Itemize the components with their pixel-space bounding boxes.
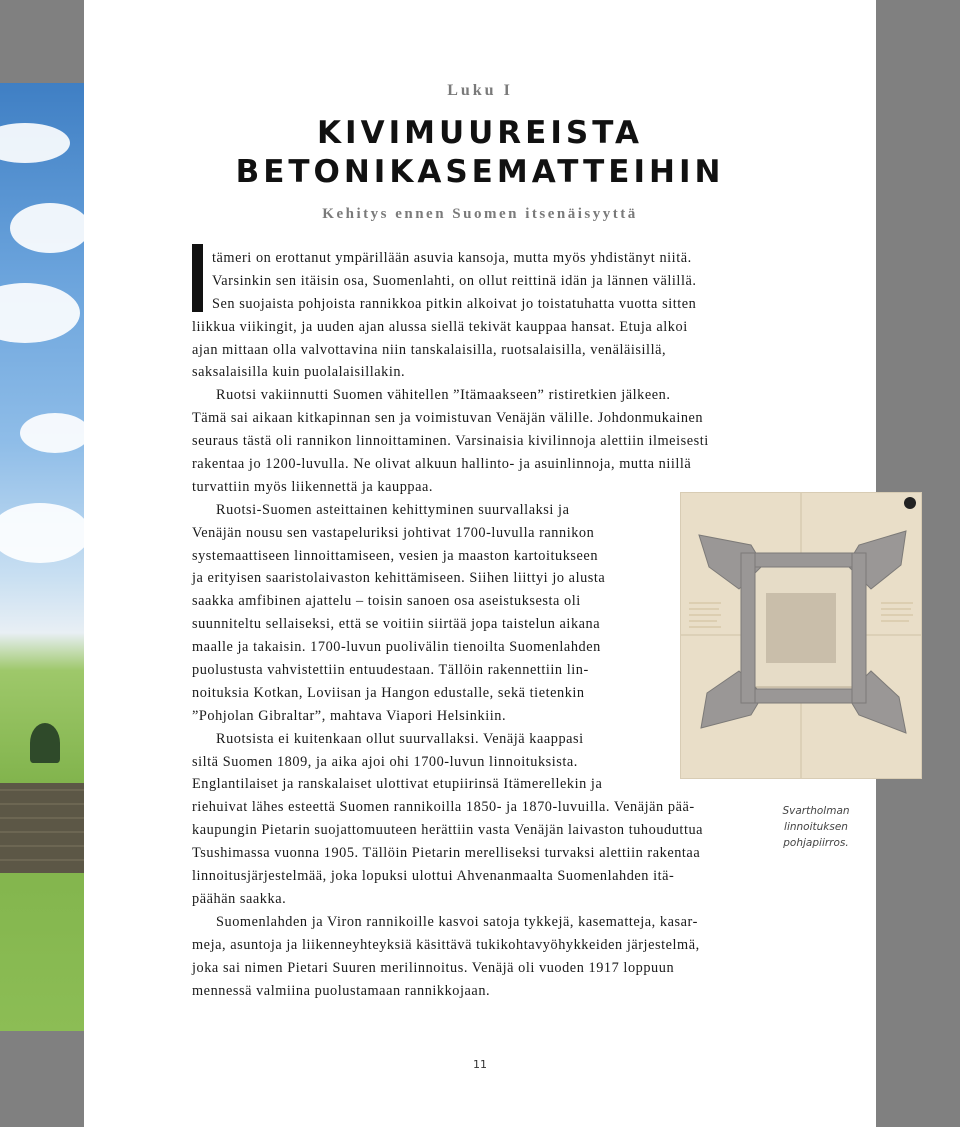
text-line: noituksia Kotkan, Loviisan ja Hangon edustalle, sekä tietenkin <box>192 684 585 701</box>
text-line: rakentaa jo 1200-luvulla. Ne olivat alkuun hallinto- ja asuinlinnoja, mutta niillä <box>192 456 692 473</box>
book-page <box>84 0 876 1127</box>
text-line: Ruotsi vakiinnutti Suomen vähitellen ”Itämaakseen” ristiretkien jälkeen. <box>216 387 671 404</box>
tree-silhouette <box>30 723 60 763</box>
caption-line: linnoituksen <box>784 821 848 833</box>
caption-line: pohjapiirros. <box>783 837 849 849</box>
chapter-title <box>84 114 876 192</box>
text-line: kaupungin Pietarin suojattomuuteen herättiin vasta Venäjän laivaston tuhouduttua <box>192 822 704 839</box>
title-line: BETONIKASEMATTEIHIN <box>235 154 725 190</box>
text-line: Venäjän nousu sen vastapeluriksi johtivat 1700-luvulla rannikon <box>192 524 595 541</box>
caption-line: Svartholman <box>782 805 850 817</box>
landscape-photo-strip <box>0 83 84 1031</box>
text-line: tämeri on erottanut ympärillään asuvia kansoja, mutta myös yhdistänyt niitä. <box>212 250 692 266</box>
text-line: Tsushimassa vuonna 1905. Tällöin Pietarin merelliseksi turvaksi alettiin rakentaa <box>192 845 701 862</box>
text-line: Englantilaiset ja ranskalaiset ulottivat etupiirinsä Itämerellekin ja <box>192 776 603 793</box>
text-line: saksalaisilla kuin puolalaisillakin. <box>192 364 406 381</box>
text-line: mennessä valmiina puolustamaan rannikkojaan. <box>192 982 491 999</box>
stone-wall <box>0 783 84 873</box>
text-line: suunniteltu sellaiseksi, että se voitiin siirtää jopa taistelun aikana <box>192 616 601 633</box>
text-line: riehuivat lähes esteettä Suomen rannikoilla 1850- ja 1870-luvuilla. Venäjän pää- <box>192 799 695 816</box>
text-line: Sen suojaista pohjoista rannikkoa pitkin alkoivat jo toistatuhatta vuotta sitten <box>212 295 697 312</box>
text-line: Varsinkin sen itäisin osa, Suomenlahti, on ollut reittinä idän ja lännen välillä. <box>212 272 697 289</box>
text-line: puolustusta vahvistettiin entuudestaan. Tällöin rakennettiin lin- <box>192 662 589 679</box>
text-line: Suomenlahden ja Viron rannikoille kasvoi satoja tykkejä, kasematteja, kasar- <box>216 913 698 930</box>
fortress-floor-plan-image <box>681 493 921 778</box>
title-line: KIVIMUUREISTA <box>317 115 643 151</box>
page-number: 11 <box>473 1058 487 1071</box>
text-line: päähän saakka. <box>192 890 287 907</box>
text-line: Tämä sai aikaan kitkapinnan sen ja voimistuvan Venäjän välille. Johdonmukainen <box>192 410 704 427</box>
text-line: linnoitusjärjestelmää, joka lopuksi ulottui Ahvenanmaalta Suomenlahden itä- <box>192 868 675 885</box>
text-line: liikkua viikingit, ja uuden ajan alussa siellä tekivät kauppaa hansat. Etuja alkoi <box>192 318 688 335</box>
text-line: ”Pohjolan Gibraltar”, mahtava Viapori Helsinkiin. <box>192 707 507 724</box>
text-line: ja erityisen saaristolaivaston kehittämiseen. Siihen liittyi jo alusta <box>192 570 606 587</box>
text-line: systemaattiseen linnoittamiseen, vesien ja maaston kartoitukseen <box>192 547 599 564</box>
text-line: Ruotsi-Suomen asteittainen kehittyminen suurvallaksi ja <box>216 501 570 518</box>
chapter-subtitle: Kehitys ennen Suomen itsenäisyyttä <box>322 206 638 222</box>
figure-caption <box>781 803 851 851</box>
text-line: ajan mittaan olla valvottavina niin tanskalaisilla, ruotsalaisilla, venäläisillä, <box>192 341 667 358</box>
text-line: Ruotsista ei kuitenkaan ollut suurvallaksi. Venäjä kaappasi <box>216 730 584 747</box>
text-line: maalle ja takaisin. 1700-luvun puolivälin tienoilta Suomenlahden <box>192 639 601 656</box>
text-line: seuraus tästä oli rannikon linnoittaminen. Varsinaisia kivilinnoja alettiin ilmeisesti <box>192 433 709 450</box>
text-line: turvattiin myös liikennettä ja kauppaa. <box>192 478 434 495</box>
chapter-label: Luku I <box>447 82 513 99</box>
text-line: siltä Suomen 1809, ja aika ajoi ohi 1700-luvun linnoituksista. <box>192 753 578 770</box>
text-line: saakka amfibinen ajattelu – toisin sanoen osa aseistuksesta oli <box>192 593 581 610</box>
text-line: meja, asuntoja ja liikenneyhteyksiä käsittävä tukikohtavyöhykkeiden järjestelmä, <box>192 936 700 953</box>
text-line: joka sai nimen Pietari Suuren merilinnoitus. Venäjä oli vuoden 1917 loppuun <box>192 959 675 976</box>
